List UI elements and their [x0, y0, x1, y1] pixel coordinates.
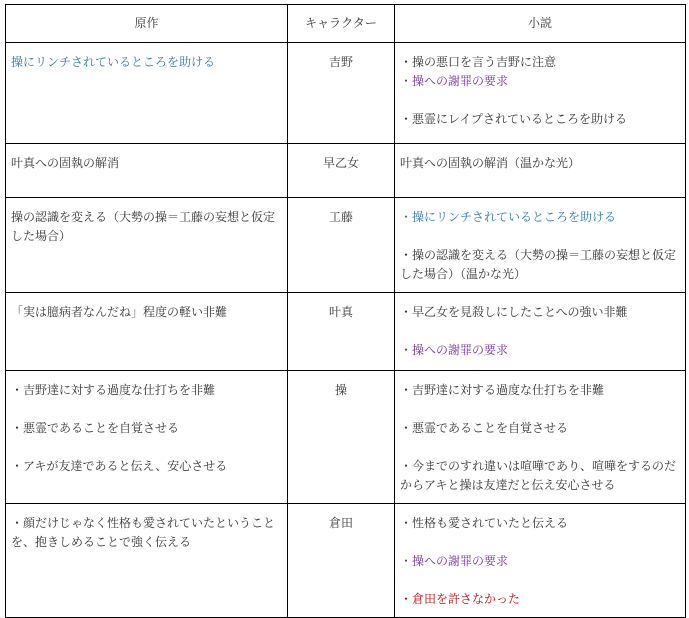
cell-novel	[395, 293, 686, 371]
cell-line: ・悪霊であることを自覚させる	[11, 421, 180, 435]
header-character: キャラクター	[288, 5, 395, 43]
cell-line: ・操の認識を変える（大勢の操＝工藤の妄想と仮定した場合）（温かな光）	[400, 248, 677, 281]
table-row	[6, 144, 686, 198]
cell-line: 叶真への固執の解消（温かな光）	[400, 156, 581, 170]
cell-original	[6, 43, 288, 144]
cell-line: ・早乙女を見殺しにしたことへの強い非難	[400, 305, 628, 319]
cell-character	[288, 293, 395, 371]
cell-line: 叶真への固執の解消	[11, 156, 120, 170]
header-row	[6, 5, 686, 43]
character-name: 吉野	[328, 55, 353, 69]
header-novel: 小説	[395, 5, 686, 43]
cell-novel	[395, 43, 686, 144]
character-name: 操	[334, 383, 347, 397]
cell-original	[6, 371, 288, 504]
table-row	[6, 504, 686, 618]
cell-novel	[395, 504, 686, 618]
cell-original	[6, 293, 288, 371]
character-name: 早乙女	[322, 156, 359, 170]
cell-line: ・操にリンチされているところを助ける	[400, 210, 617, 224]
cell-line: ・アキが友達であると伝え、安心させる	[11, 459, 228, 473]
table-row	[6, 371, 686, 504]
cell-line: ・性格も愛されていたと伝える	[400, 516, 569, 530]
cell-line: ・悪霊であることを自覚させる	[400, 421, 569, 435]
cell-character	[288, 144, 395, 198]
table-row	[6, 198, 686, 293]
cell-line: 操の認識を変える（大勢の操＝工藤の妄想と仮定した場合）	[11, 210, 276, 243]
cell-novel	[395, 144, 686, 198]
cell-line: ・今までのすれ違いは喧嘩であり、喧嘩をするのだからアキと操は友達だと伝え安心させる	[400, 459, 677, 492]
table-row	[6, 293, 686, 371]
cell-original	[6, 504, 288, 618]
cell-line: ・操への謝罪の要求	[400, 74, 509, 88]
cell-character	[288, 371, 395, 504]
cell-line: ・顔だけじゃなく性格も愛されていたということを、抱きしめることで強く伝える	[11, 516, 276, 549]
character-name: 工藤	[328, 210, 353, 224]
cell-line: ・倉田を許さなかった	[400, 592, 521, 606]
table-row	[6, 43, 686, 144]
cell-line: ・操の悪口を言う吉野に注意	[400, 55, 557, 69]
cell-original	[6, 198, 288, 293]
cell-novel	[395, 371, 686, 504]
cell-line: ・悪霊にレイプされているところを助ける	[400, 112, 628, 126]
header-original: 原作	[6, 5, 288, 43]
cell-line: ・吉野達に対する過度な仕打ちを非難	[11, 383, 216, 397]
cell-line: 操にリンチされているところを助ける	[11, 55, 216, 69]
cell-line: ・操への謝罪の要求	[400, 343, 509, 357]
cell-character	[288, 198, 395, 293]
character-name: 倉田	[328, 516, 353, 530]
cell-line: ・吉野達に対する過度な仕打ちを非難	[400, 383, 605, 397]
cell-character	[288, 43, 395, 144]
cell-line: 「実は臆病者なんだね」程度の軽い非難	[11, 305, 228, 319]
cell-line: ・操への謝罪の要求	[400, 554, 509, 568]
character-name: 叶真	[328, 305, 353, 319]
cell-character	[288, 504, 395, 618]
comparison-table	[5, 4, 686, 618]
cell-original	[6, 144, 288, 198]
cell-novel	[395, 198, 686, 293]
